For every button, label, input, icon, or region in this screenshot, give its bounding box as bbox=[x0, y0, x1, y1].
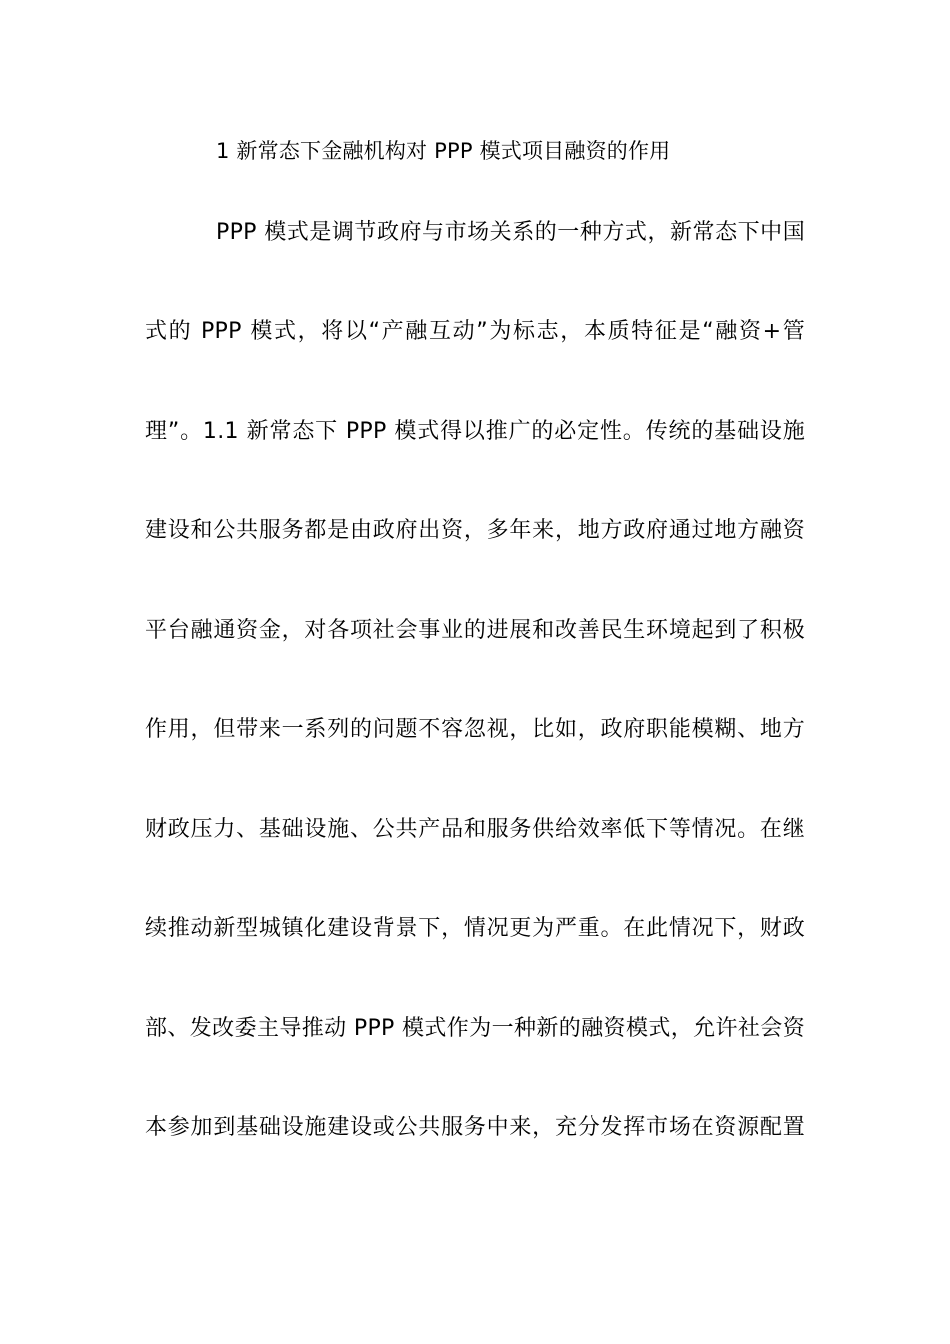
section-heading: 1 新常态下金融机构对 PPP 模式项目融资的作用 bbox=[216, 139, 671, 163]
paragraph-line-8: 续推动新型城镇化建设背景下，情况更为严重。在此情况下，财政 bbox=[145, 916, 805, 941]
paragraph-line-3: 理”。1.1 新常态下 PPP 模式得以推广的必定性。传统的基础设施 bbox=[145, 419, 805, 444]
paragraph-line-9: 部、发改委主导推动 PPP 模式作为一种新的融资模式，允许社会资 bbox=[145, 1016, 805, 1041]
paragraph-line-1: PPP 模式是调节政府与市场关系的一种方式，新常态下中国 bbox=[216, 220, 805, 245]
paragraph-line-2: 式的 PPP 模式，将以“产融互动”为标志，本质特征是“融资+管 bbox=[145, 319, 805, 344]
paragraph-line-4: 建设和公共服务都是由政府出资，多年来，地方政府通过地方融资 bbox=[145, 518, 805, 543]
paragraph-line-5: 平台融通资金，对各项社会事业的进展和改善民生环境起到了积极 bbox=[145, 618, 805, 643]
paragraph-line-6: 作用，但带来一系列的问题不容忽视，比如，政府职能模糊、地方 bbox=[145, 717, 805, 742]
paragraph-line-7: 财政压力、基础设施、公共产品和服务供给效率低下等情况。在继 bbox=[145, 817, 805, 842]
paragraph-line-10: 本参加到基础设施建设或公共服务中来，充分发挥市场在资源配置 bbox=[145, 1115, 805, 1140]
